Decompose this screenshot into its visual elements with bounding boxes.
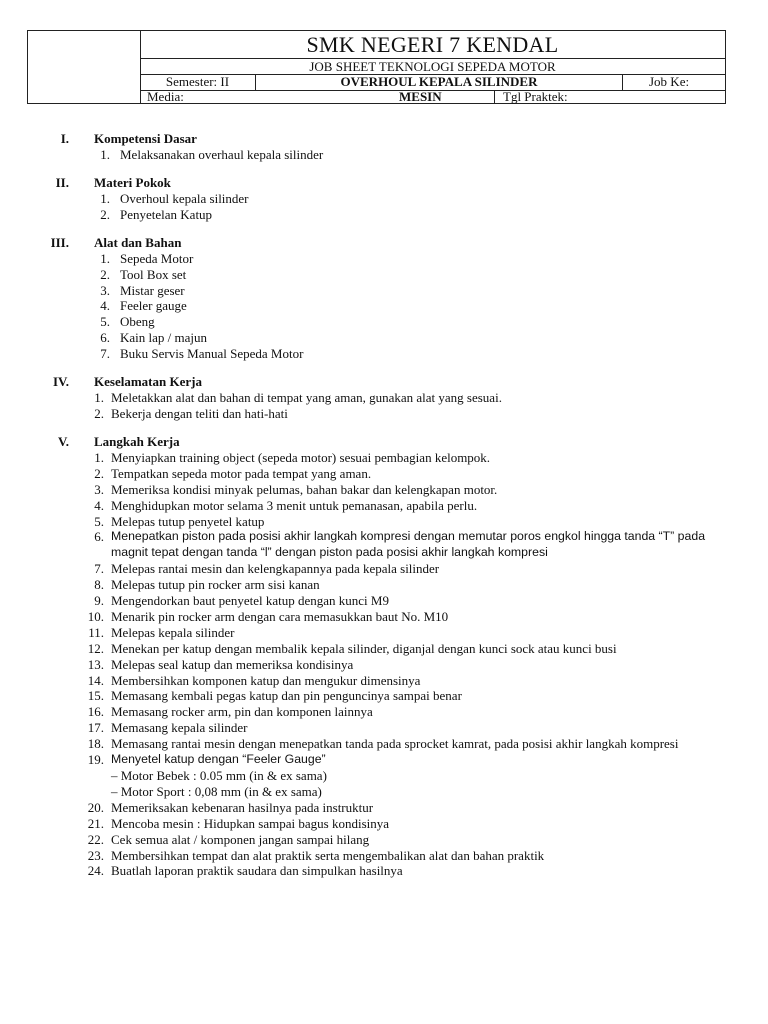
job-sheet-content	[0, 131, 768, 879]
section-title: Kompetensi Dasar	[94, 131, 197, 146]
feeler-gauge-spec: – Motor Bebek : 0.05 mm (in & ex sama)	[111, 768, 327, 783]
logo-cell	[28, 31, 141, 103]
list-item: 5. Obeng	[100, 314, 155, 330]
list-item: 4. Menghidupkan motor selama 3 menit untuk pemanasan, apabila perlu.	[94, 497, 478, 513]
list-item: 13. Melepas seal katup dan memeriksa kondisinya	[87, 656, 354, 672]
list-item: 19. Menyetel katup dengan “Feeler Gauge” – Motor Bebek : 0.05 mm (in & ex sama) – Motor Sport : 0,08 mm (in & ex sama)	[0, 752, 768, 800]
header-table	[27, 30, 726, 104]
list-item: 7. Melepas rantai mesin dan kelengkapannya pada kepala silinder	[94, 561, 440, 577]
list-item: 14. Membersihkan komponen katup dan mengukur dimensinya	[87, 672, 421, 688]
list-item: 1. Sepeda Motor	[100, 250, 194, 266]
list-item: 22. Cek semua alat / komponen jangan sampai hilang	[87, 831, 370, 847]
topic-cell: OVERHOUL KEPALA SILINDER	[256, 74, 623, 90]
list-item: 7. Buku Servis Manual Sepeda Motor	[100, 346, 304, 362]
list-item: 5. Melepas tutup penyetel katup	[94, 513, 265, 529]
feeler-gauge-spec: – Motor Sport : 0,08 mm (in & ex sama)	[111, 783, 322, 799]
section-number: IV.	[52, 374, 69, 390]
list-item: 1. Menyiapkan training object (sepeda motor) sesuai pembagian kelompok.	[94, 449, 491, 465]
list-item: 20. Memeriksakan kebenaran hasilnya pada instruktur	[87, 799, 374, 815]
section-alat-dan-bahan	[0, 235, 768, 362]
section-title: Langkah Kerja	[94, 433, 180, 449]
list-item: 11. Melepas kepala silinder	[88, 624, 235, 640]
list-item: 1. Overhoul kepala silinder	[100, 190, 249, 206]
list-item: 16. Memasang rocker arm, pin dan komponen lainnya	[87, 704, 373, 720]
list-item: 24. Buatlah laporan praktik saudara dan simpulkan hasilnya	[87, 863, 403, 879]
job-sheet-title: JOB SHEET TEKNOLOGI SEPEDA MOTOR	[140, 58, 725, 75]
section-number: II.	[55, 174, 69, 190]
list-item: 15. Memasang kembali pegas katup dan pin penguncinya sampai benar	[87, 688, 462, 704]
media-label: Media:	[147, 89, 184, 104]
list-item: 1. Melaksanakan overhaul kepala silinder	[100, 147, 324, 162]
list-item: 9. Mengendorkan baut penyetel katup dengan kunci M9	[94, 593, 389, 609]
list-item: 10. Menarik pin rocker arm dengan cara memasukkan baut No. M10	[87, 608, 449, 624]
list-item: 2. Tempatkan sepeda motor pada tempat yang aman.	[94, 465, 372, 481]
semester-cell: Semester: II	[140, 74, 256, 90]
list-item: 21. Mencoba mesin : Hidupkan sampai bagus kondisinya	[87, 815, 390, 831]
school-title: SMK NEGERI 7 KENDAL	[140, 31, 725, 59]
section-number: III.	[50, 234, 69, 250]
section-kompetensi-dasar	[0, 131, 768, 163]
practice-date-label: Tgl Praktek:	[503, 89, 568, 104]
section-number: I.	[60, 131, 69, 146]
list-item: 2. Tool Box set	[100, 266, 187, 282]
list-item: 23. Membersihkan tempat dan alat praktik serta mengembalikan alat dan bahan praktik	[87, 847, 545, 863]
section-title: Alat dan Bahan	[94, 234, 182, 250]
section-materi-pokok	[0, 175, 768, 223]
list-item: 12. Menekan per katup dengan membalik kepala silinder, diganjal dengan kunci sock atau kunci busi	[87, 640, 617, 656]
safety-list	[0, 390, 768, 422]
competency-list	[0, 147, 768, 163]
list-item: 1. Meletakkan alat dan bahan di tempat yang aman, gunakan alat yang sesuai.	[94, 390, 502, 406]
section-keselamatan-kerja	[0, 374, 768, 422]
list-item: 3. Mistar geser	[100, 282, 185, 298]
section-title: Keselamatan Kerja	[94, 374, 202, 390]
list-item: 2. Penyetelan Katup	[100, 206, 213, 222]
section-number: V.	[58, 433, 69, 449]
work-steps-list	[0, 450, 768, 879]
list-item: 17. Memasang kepala silinder	[87, 720, 248, 736]
tools-list	[0, 251, 768, 362]
list-item: 3. Memeriksa kondisi minyak pelumas, bahan bakar dan kelengkapan motor.	[94, 481, 498, 497]
section-langkah-kerja	[0, 434, 768, 879]
list-item: 4. Feeler gauge	[100, 298, 187, 314]
media-row	[140, 90, 725, 103]
job-number-cell: Job Ke:	[649, 74, 690, 89]
list-item: 6. Kain lap / majun	[100, 330, 208, 346]
list-item: 2. Bekerja dengan teliti dan hati-hati	[94, 405, 288, 421]
list-item: 6. Menepatkan piston pada posisi akhir langkah kompresi dengan memutar poros engkol hingga tanda “T” pada magnit tepat dengan tanda “l” dengan piston pada posisi akhir langkah kompresi	[94, 529, 706, 560]
list-item: 18. Memasang rantai mesin dengan menepatkan tanda pada sprocket kamrat, pada posisi akhir langkah kompresi	[87, 736, 679, 752]
section-title: Materi Pokok	[94, 174, 171, 190]
list-item: 8. Melepas tutup pin rocker arm sisi kanan	[94, 577, 320, 593]
media-value: MESIN	[307, 90, 495, 103]
material-list	[0, 191, 768, 223]
